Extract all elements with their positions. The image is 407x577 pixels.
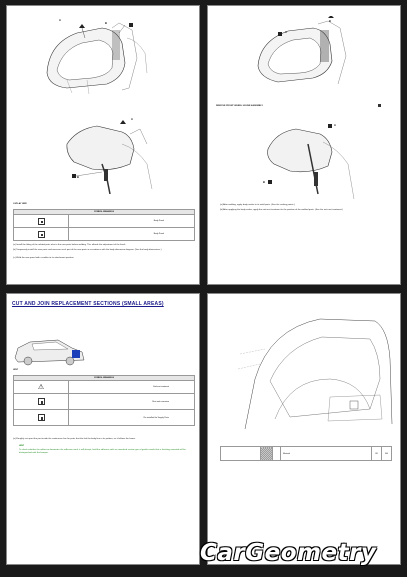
callout-b-top: B [329, 20, 331, 23]
reference-table [220, 446, 392, 461]
note-item: (c) Weld the new panel with a welder to its attachment position. [13, 257, 75, 259]
callout-a-bottom: A [131, 118, 133, 121]
table-row-text: Rust anti-corrosion [69, 394, 195, 410]
ref-marker [378, 104, 382, 107]
callout-a-top: A [285, 31, 287, 34]
ref-ok: OK [372, 447, 382, 461]
caution-title: HINT [19, 445, 25, 447]
tall-icon [38, 231, 45, 238]
table-header: SYMBOL MEANINGS [14, 376, 195, 381]
wheel-house-figure-bottom [52, 114, 162, 194]
callout-a-bottom: A [334, 124, 336, 127]
callout-a-top: A [59, 19, 61, 22]
table-row-text: Body Panel [69, 228, 195, 241]
caution-text: To check whether the adhesive dominates the adhesive work, it will disrupt, hold the adhesive with an unworked section gun of gentle nozzle that is finishing mounted will be distinguished with the bumper. [19, 449, 186, 454]
ref-ng: NG [382, 447, 392, 461]
ref-material: Material [281, 447, 372, 461]
quarter-panel-figure [230, 309, 400, 434]
manual-page-1 [6, 5, 200, 285]
wheel-house-figure-top [248, 16, 368, 91]
note-item: (a) Install the fitting of the related parts also to the new parts before welding. This affords the adjustment of the finish. [13, 244, 126, 246]
manual-page-3 [6, 293, 200, 565]
table-row-text: Body Panel [69, 215, 195, 228]
callout-b-bottom: B [77, 176, 79, 179]
note-item: (a) Roughly cut apart the part inside the continuous line for parts that the link the body line in its pattern, as it follows the frame. [13, 438, 136, 440]
callout-b-top: B [105, 22, 107, 25]
manual-page-4 [207, 293, 401, 565]
symbol-table [13, 209, 195, 241]
table-row-text: Surface treatment [69, 381, 195, 394]
caption-label: HINT [13, 369, 19, 371]
section-heading: REMOVE FRONT WHEEL HOUSE ASSEMBLY [216, 105, 263, 107]
watermark-logo: CarGeometry [200, 540, 377, 566]
vehicle-figure [10, 330, 90, 370]
table-header: SYMBOL MEANINGS [14, 210, 195, 215]
wheel-house-figure-top [37, 18, 157, 98]
table-row-text: Re-installed for Supply Parts [69, 410, 195, 426]
square-icon [38, 218, 45, 225]
note-item: (b) Temporarily install the new parts and measure each part of the new parts in accordance with the body dimension diagram. (See the body dimensions.) [13, 249, 162, 251]
manual-page-2 [207, 5, 401, 285]
warning-icon: ⚠ [37, 384, 45, 391]
s-icon [38, 414, 45, 421]
symbol-table [13, 375, 195, 426]
wheel-house-figure-bottom [248, 114, 368, 204]
hatch-swatch [261, 447, 273, 461]
section-title: CUT AND JOIN REPLACEMENT SECTIONS (SMALL AREAS) [12, 301, 164, 307]
note-item: (b) After applying the body sealer, apply the anti-rust treatment to the position of the welded parts. (See the anti-rust treatment.) [220, 209, 343, 211]
s-icon [38, 398, 45, 405]
note-item: (a) After welding, apply body sealer to its weld parts. (See the sealing points.) [220, 204, 295, 206]
table-heading: I-SPLAY HER [13, 203, 27, 205]
callout-b-bottom: B [263, 181, 265, 184]
